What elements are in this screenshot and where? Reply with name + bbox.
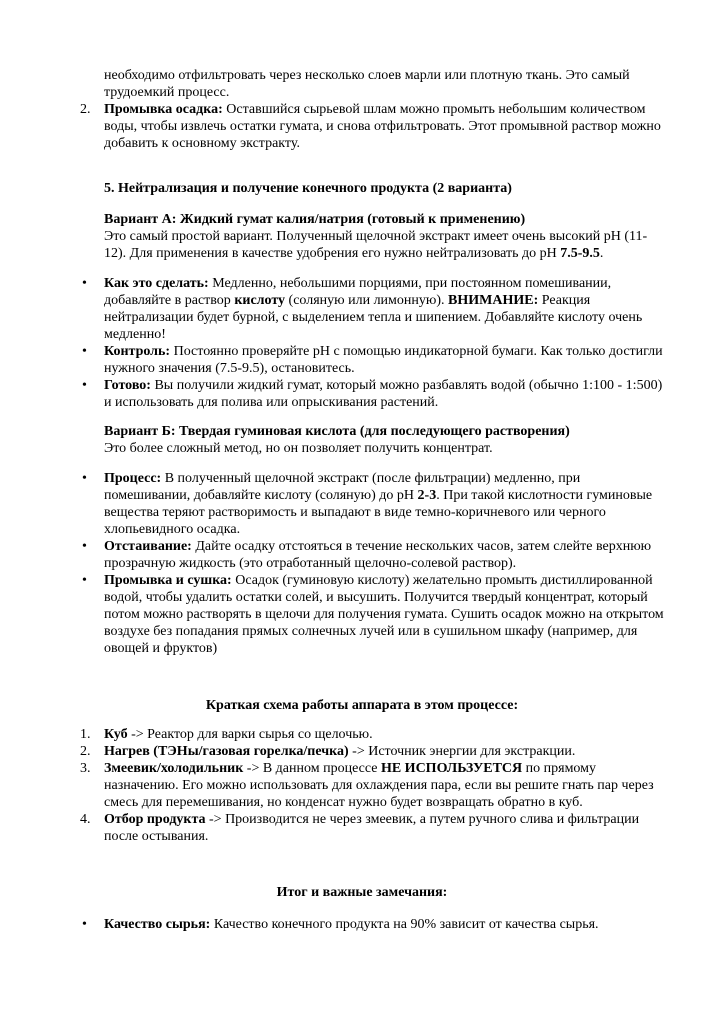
section-heading: 5. Нейтрализация и получение конечного продукта (2 варианта) (104, 181, 512, 196)
bullet-marker: • (82, 539, 87, 554)
variant-b-process: Процесс: В полученный щелочной экстракт (после фильтрации) медленно, при помешивании, добавляйте кислоту (соляную) до pH 2-3. При такой кислотности гуминовые вещества теряют растворимость и выпадают в виде темно-коричневого или черного хлопьевидного осадка. (104, 471, 653, 537)
list-item-label: Промывка осадка: (104, 102, 223, 117)
list-number: 4. (80, 812, 91, 827)
variant-b-settling: Отстаивание: Дайте осадку отстояться в течение нескольких часов, затем слейте верхнюю прозрачную жидкость (это отработанный щелочно-солевой раствор). (104, 539, 652, 571)
bullet-marker: • (82, 573, 87, 588)
variant-a-how-to: Как это сделать: Медленно, небольшими порциями, при постоянном помешивании, добавляйте в раствор кислоту (соляную или лимонную). ВНИМАНИЕ: Реакция нейтрализации будет бурной, с выделением тепла и шипением. Добавляйте кислоту очень медленно! (104, 276, 643, 342)
list-number: 3. (80, 761, 91, 776)
bullet-marker: • (82, 378, 87, 393)
list-item-text: Оставшийся сырьевой шлам можно промыть небольшим количеством воды, чтобы извлечь остатки гумата, и снова отфильтровать. Этот промывной раствор можно добавить к основному экстракту. (104, 102, 661, 151)
variant-b-title: Вариант Б: Твердая гуминовая кислота (для последующего растворения) (104, 424, 570, 439)
scheme-item-output: Отбор продукта -> Производится не через змеевик, а путем ручного слива и фильтрации после остывания. (104, 812, 640, 844)
summary-heading: Итог и важные замечания: (276, 885, 448, 900)
variant-a-done: Готово: Вы получили жидкий гумат, который можно разбавлять водой (обычно 1:100 - 1:500) и использовать для полива или опрыскивания растений. (104, 378, 663, 410)
scheme-item-heating: Нагрев (ТЭНы/газовая горелка/печка) -> Источник энергии для экстракции. (104, 744, 576, 759)
list-number: 1. (80, 727, 91, 742)
bullet-marker: • (82, 276, 87, 291)
variant-a-intro: Это самый простой вариант. Полученный щелочной экстракт имеет очень высокий pH (11-12). Для применения в качестве удобрения его нужно нейтрализовать до pH 7.5-9.5. (104, 229, 648, 261)
variant-a-title: Вариант А: Жидкий гумат калия/натрия (готовый к применению) (104, 212, 526, 227)
variant-b-intro: Это более сложный метод, но он позволяет получить концентрат. (104, 441, 493, 456)
bullet-marker: • (82, 917, 87, 932)
bullet-marker: • (82, 344, 87, 359)
summary-raw-quality: Качество сырья: Качество конечного продукта на 90% зависит от качества сырья. (104, 917, 599, 932)
scheme-item-coil: Змеевик/холодильник -> В данном процессе НЕ ИСПОЛЬЗУЕТСЯ по прямому назначению. Его можно использовать для охлаждения пара, если вы решите гнать пар через смесь для перемешивания, но конденсат нужно будет возвращать обратно в куб. (104, 761, 654, 810)
paragraph-continuation: необходимо отфильтровать через несколько слоев марли или плотную ткань. Это самый трудоемкий процесс. (104, 68, 630, 100)
list-number: 2. (80, 744, 91, 759)
scheme-item-kub: Куб -> Реактор для варки сырья со щелочью. (104, 727, 373, 742)
scheme-heading: Краткая схема работы аппарата в этом процессе: (205, 698, 519, 713)
list-number: 2. (80, 102, 91, 117)
variant-a-control: Контроль: Постоянно проверяйте pH с помощью индикаторной бумаги. Как только достигли нужного значения (7.5-9.5), остановитесь. (104, 344, 663, 376)
bullet-marker: • (82, 471, 87, 486)
list-item-wash-sediment (104, 101, 664, 152)
variant-b-wash-dry: Промывка и сушка: Осадок (гуминовую кислоту) желательно промыть дистиллированной водой, чтобы удалить остатки солей, и высушить. Получится твердый концентрат, который потом можно растворять в щелочи для получения гумата. Сушить осадок можно на открытом воздухе без попадания прямых солнечных лучей или в сушильном шкафу (например, для овощей и фруктов) (104, 573, 664, 656)
